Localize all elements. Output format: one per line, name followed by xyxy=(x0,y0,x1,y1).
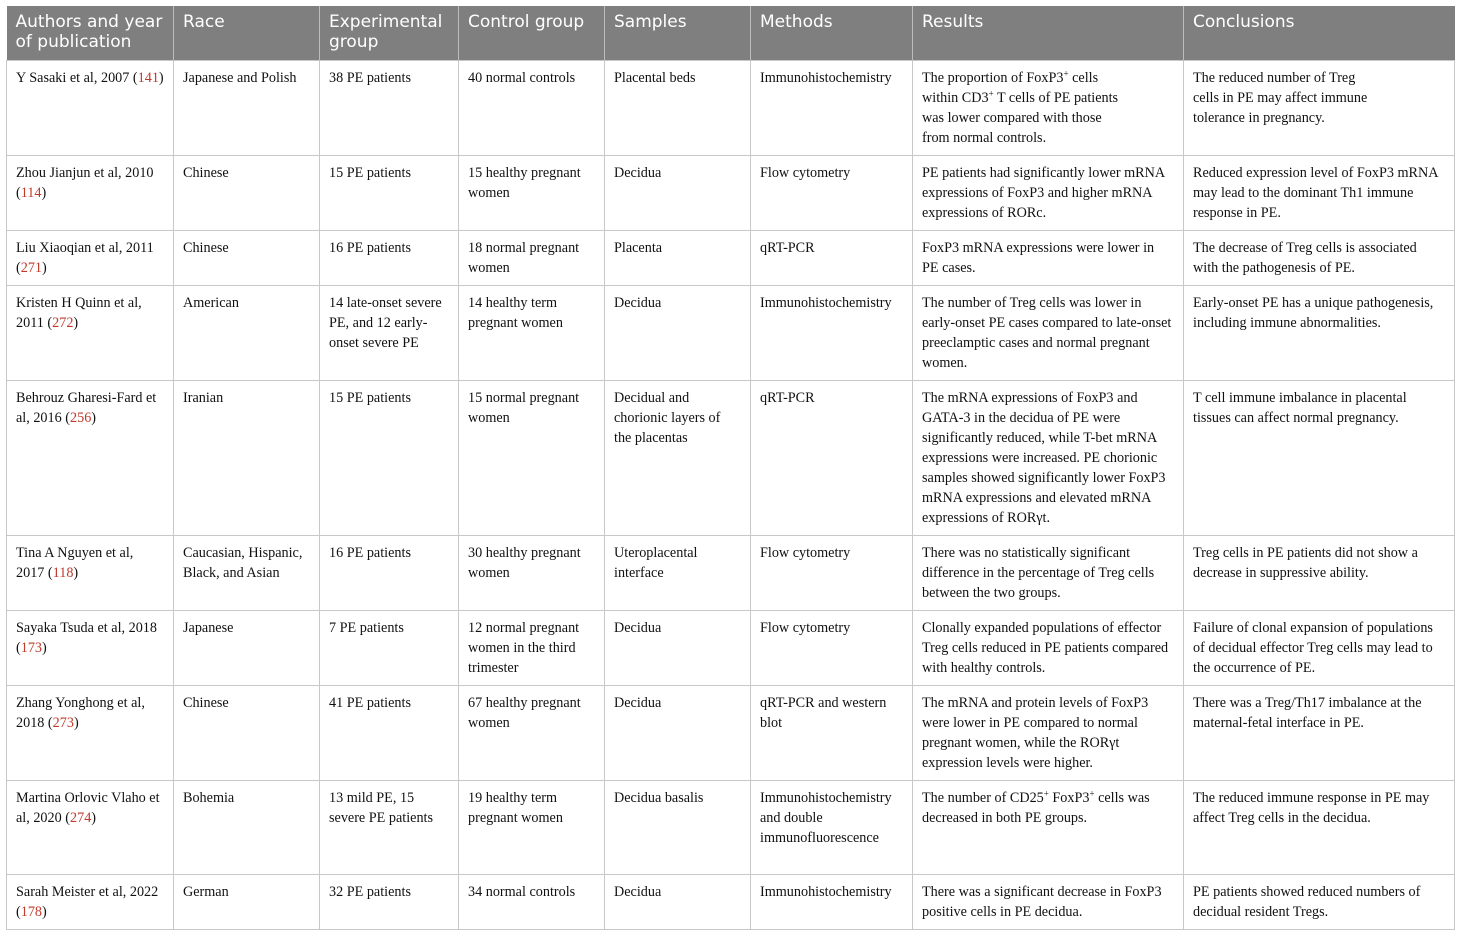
cell-race: German xyxy=(174,875,320,930)
studies-table xyxy=(6,6,1455,930)
cell-results: The proportion of FoxP3+ cells within CD3+ T cells of PE patients was lower compared with those from normal controls. xyxy=(913,61,1184,156)
cell-samples: Decidual and chorionic layers of the placentas xyxy=(605,381,751,536)
cell-results: The number of CD25+ FoxP3+ cells was decreased in both PE groups. xyxy=(913,781,1184,875)
cell-conclusions: Treg cells in PE patients did not show a decrease in suppressive ability. xyxy=(1184,536,1455,611)
cell-experimental: 16 PE patients xyxy=(320,536,459,611)
cell-experimental: 15 PE patients xyxy=(320,156,459,231)
cell-samples: Placenta xyxy=(605,231,751,286)
cell-experimental: 32 PE patients xyxy=(320,875,459,930)
cell-samples: Decidua basalis xyxy=(605,781,751,875)
cell-control: 34 normal controls xyxy=(459,875,605,930)
cell-author: Martina Orlovic Vlaho et al, 2020 (274) xyxy=(7,781,174,875)
cell-conclusions: PE patients showed reduced numbers of decidual resident Tregs. xyxy=(1184,875,1455,930)
header-control: Control group xyxy=(459,6,605,61)
cell-samples: Decidua xyxy=(605,686,751,781)
cell-methods: Flow cytometry xyxy=(751,536,913,611)
cell-race: Caucasian, Hispanic, Black, and Asian xyxy=(174,536,320,611)
cell-author: Behrouz Gharesi-Fard et al, 2016 (256) xyxy=(7,381,174,536)
cell-samples: Placental beds xyxy=(605,61,751,156)
table-row xyxy=(7,231,1455,286)
cell-control: 40 normal controls xyxy=(459,61,605,156)
reference-link[interactable]: 274 xyxy=(70,810,92,826)
cell-control: 15 normal pregnant women xyxy=(459,381,605,536)
cell-results: The mRNA and protein levels of FoxP3 were lower in PE compared to normal pregnant women, while the RORγt expression levels were higher. xyxy=(913,686,1184,781)
cell-conclusions: There was a Treg/Th17 imbalance at the maternal-fetal interface in PE. xyxy=(1184,686,1455,781)
cell-conclusions: Failure of clonal expansion of populations of decidual effector Treg cells may lead to the occurrence of PE. xyxy=(1184,611,1455,686)
cell-methods: Flow cytometry xyxy=(751,611,913,686)
header-race: Race xyxy=(174,6,320,61)
cell-author: Sarah Meister et al, 2022 (178) xyxy=(7,875,174,930)
cell-race: Japanese and Polish xyxy=(174,61,320,156)
cell-methods: qRT-PCR xyxy=(751,231,913,286)
cell-control: 12 normal pregnant women in the third trimester xyxy=(459,611,605,686)
reference-link[interactable]: 118 xyxy=(52,565,74,581)
cell-methods: Immunohistochemistry and double immunofluorescence xyxy=(751,781,913,875)
cell-conclusions: The reduced number of Treg cells in PE may affect immune tolerance in pregnancy. xyxy=(1184,61,1455,156)
cell-control: 19 healthy term pregnant women xyxy=(459,781,605,875)
cell-author: Kristen H Quinn et al, 2011 (272) xyxy=(7,286,174,381)
cell-samples: Decidua xyxy=(605,611,751,686)
cell-race: Japanese xyxy=(174,611,320,686)
header-authors: Authors and year of publication xyxy=(7,6,174,61)
cell-methods: Immunohistochemistry xyxy=(751,61,913,156)
cell-race: Chinese xyxy=(174,686,320,781)
reference-link[interactable]: 271 xyxy=(20,260,43,276)
cell-experimental: 41 PE patients xyxy=(320,686,459,781)
header-methods: Methods xyxy=(751,6,913,61)
cell-conclusions: The decrease of Treg cells is associated with the pathogenesis of PE. xyxy=(1184,231,1455,286)
cell-race: Chinese xyxy=(174,231,320,286)
cell-results: PE patients had significantly lower mRNA expressions of FoxP3 and higher mRNA expressions of RORc. xyxy=(913,156,1184,231)
cell-control: 18 normal pregnant women xyxy=(459,231,605,286)
cell-control: 14 healthy term pregnant women xyxy=(459,286,605,381)
reference-link[interactable]: 273 xyxy=(52,715,74,731)
table-row xyxy=(7,156,1455,231)
cell-samples: Decidua xyxy=(605,156,751,231)
cell-author: Zhang Yonghong et al, 2018 (273) xyxy=(7,686,174,781)
cell-experimental: 7 PE patients xyxy=(320,611,459,686)
cell-race: Bohemia xyxy=(174,781,320,875)
header-samples: Samples xyxy=(605,6,751,61)
cell-experimental: 14 late-onset severe PE, and 12 early-onset severe PE xyxy=(320,286,459,381)
cell-results: The number of Treg cells was lower in early-onset PE cases compared to late-onset preeclamptic cases and normal pregnant women. xyxy=(913,286,1184,381)
table-row xyxy=(7,781,1455,875)
cell-author: Liu Xiaoqian et al, 2011 (271) xyxy=(7,231,174,286)
cell-methods: Flow cytometry xyxy=(751,156,913,231)
table-row xyxy=(7,686,1455,781)
reference-link[interactable]: 256 xyxy=(70,410,92,426)
cell-conclusions: Reduced expression level of FoxP3 mRNA may lead to the dominant Th1 immune response in PE. xyxy=(1184,156,1455,231)
cell-experimental: 38 PE patients xyxy=(320,61,459,156)
cell-samples: Decidua xyxy=(605,875,751,930)
header-experimental: Experimental group xyxy=(320,6,459,61)
cell-conclusions: Early-onset PE has a unique pathogenesis, including immune abnormalities. xyxy=(1184,286,1455,381)
cell-experimental: 16 PE patients xyxy=(320,231,459,286)
cell-results: The mRNA expressions of FoxP3 and GATA-3 in the decidua of PE were significantly reduced, while T-bet mRNA expressions were increased. PE chorionic samples showed significantly lower FoxP3 mRNA expressions and elevated mRNA expressions of RORγt. xyxy=(913,381,1184,536)
reference-link[interactable]: 173 xyxy=(20,640,43,656)
cell-samples: Uteroplacental interface xyxy=(605,536,751,611)
cell-experimental: 13 mild PE, 15 severe PE patients xyxy=(320,781,459,875)
cell-results: There was no statistically significant difference in the percentage of Treg cells between the two groups. xyxy=(913,536,1184,611)
cell-control: 67 healthy pregnant women xyxy=(459,686,605,781)
cell-author: Tina A Nguyen et al, 2017 (118) xyxy=(7,536,174,611)
header-results: Results xyxy=(913,6,1184,61)
header-conclusions: Conclusions xyxy=(1184,6,1455,61)
table-row xyxy=(7,381,1455,536)
cell-race: Iranian xyxy=(174,381,320,536)
cell-author: Zhou Jianjun et al, 2010 (114) xyxy=(7,156,174,231)
cell-methods: qRT-PCR and western blot xyxy=(751,686,913,781)
cell-control: 15 healthy pregnant women xyxy=(459,156,605,231)
reference-link[interactable]: 272 xyxy=(52,315,74,331)
reference-link[interactable]: 114 xyxy=(20,185,42,201)
table-row xyxy=(7,536,1455,611)
cell-results: FoxP3 mRNA expressions were lower in PE cases. xyxy=(913,231,1184,286)
header-row xyxy=(7,6,1455,61)
cell-methods: Immunohistochemistry xyxy=(751,875,913,930)
reference-link[interactable]: 141 xyxy=(137,70,159,86)
cell-author: Sayaka Tsuda et al, 2018 (173) xyxy=(7,611,174,686)
cell-samples: Decidua xyxy=(605,286,751,381)
table-row xyxy=(7,875,1455,930)
cell-race: American xyxy=(174,286,320,381)
cell-experimental: 15 PE patients xyxy=(320,381,459,536)
cell-results: Clonally expanded populations of effector Treg cells reduced in PE patients compared with healthy controls. xyxy=(913,611,1184,686)
cell-author: Y Sasaki et al, 2007 (141) xyxy=(7,61,174,156)
cell-control: 30 healthy pregnant women xyxy=(459,536,605,611)
cell-methods: qRT-PCR xyxy=(751,381,913,536)
cell-race: Chinese xyxy=(174,156,320,231)
cell-conclusions: T cell immune imbalance in placental tissues can affect normal pregnancy. xyxy=(1184,381,1455,536)
cell-conclusions: The reduced immune response in PE may affect Treg cells in the decidua. xyxy=(1184,781,1455,875)
table-container xyxy=(6,6,1454,930)
table-row xyxy=(7,286,1455,381)
cell-methods: Immunohistochemistry xyxy=(751,286,913,381)
table-row xyxy=(7,611,1455,686)
cell-results: There was a significant decrease in FoxP3 positive cells in PE decidua. xyxy=(913,875,1184,930)
reference-link[interactable]: 178 xyxy=(20,904,43,920)
table-row xyxy=(7,61,1455,156)
